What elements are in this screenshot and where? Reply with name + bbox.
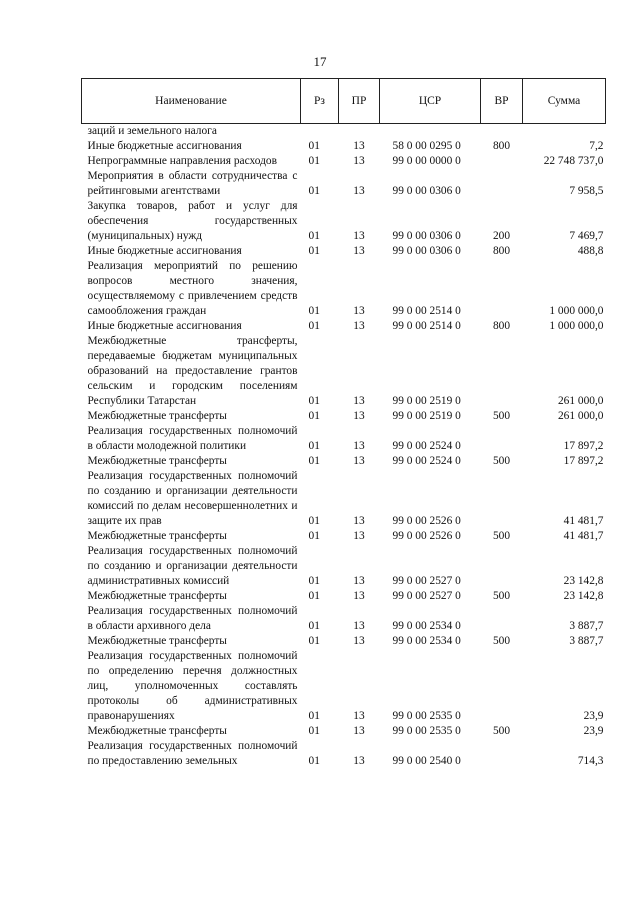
cell-pr: 13 xyxy=(353,575,365,587)
table-row xyxy=(82,739,606,769)
cell-vr: 800 xyxy=(492,320,511,332)
cell-csr: 99 0 00 2519 0 xyxy=(392,395,461,407)
cell-rz: 01 xyxy=(308,305,320,317)
cell-sum: 1 000 000,0 xyxy=(549,320,604,332)
cell-rz: 01 xyxy=(308,140,320,152)
cell-rz: 01 xyxy=(308,395,320,407)
cell-pr: 13 xyxy=(353,305,365,317)
table-row xyxy=(82,124,606,140)
cell-name: Межбюджетные трансферты xyxy=(87,725,227,737)
cell-csr xyxy=(380,124,481,140)
cell-pr: 13 xyxy=(353,590,365,602)
cell-csr: 99 0 00 2526 0 xyxy=(392,530,461,542)
cell-rz: 01 xyxy=(308,575,320,587)
table-row xyxy=(82,259,606,319)
cell-csr: 99 0 00 2534 0 xyxy=(392,635,461,647)
cell-name: заций и земельного налога xyxy=(87,125,217,137)
column-header-vr: ВР xyxy=(481,79,523,124)
cell-pr xyxy=(339,124,380,140)
column-header-name: Наименование xyxy=(82,79,301,124)
cell-pr: 13 xyxy=(353,440,365,452)
cell-pr: 13 xyxy=(353,155,365,167)
column-header-csr: ЦСР xyxy=(380,79,481,124)
cell-csr: 99 0 00 2514 0 xyxy=(392,320,461,332)
cell-name: Межбюджетные трансферты xyxy=(87,410,227,422)
cell-name: Иные бюджетные ассигнования xyxy=(87,320,242,332)
cell-vr: 500 xyxy=(492,455,511,467)
page-number: 17 xyxy=(313,54,327,69)
table-row xyxy=(82,634,606,649)
cell-vr xyxy=(481,604,523,634)
cell-name: Реализация государственных полномочий в области архивного дела xyxy=(87,605,298,632)
table-row xyxy=(82,649,606,724)
cell-vr xyxy=(481,739,523,769)
cell-vr: 500 xyxy=(492,725,511,737)
cell-sum: 41 481,7 xyxy=(563,515,604,527)
cell-rz: 01 xyxy=(308,440,320,452)
cell-csr: 99 0 00 0306 0 xyxy=(392,245,461,257)
table-row xyxy=(82,544,606,589)
cell-name: Мероприятия в области сотрудничества с рейтинговыми агентствами xyxy=(87,170,298,197)
cell-rz: 01 xyxy=(308,755,320,767)
cell-csr: 58 0 00 0295 0 xyxy=(392,140,461,152)
cell-sum: 7 958,5 xyxy=(569,185,604,197)
cell-sum: 261 000,0 xyxy=(557,395,604,407)
cell-vr xyxy=(481,424,523,454)
cell-sum xyxy=(523,124,606,140)
cell-vr xyxy=(481,469,523,529)
cell-vr xyxy=(481,544,523,589)
cell-name: Межбюджетные трансферты xyxy=(87,530,227,542)
table-row xyxy=(82,424,606,454)
column-header-sum: Сумма xyxy=(523,79,606,124)
cell-rz: 01 xyxy=(308,410,320,422)
table-row xyxy=(82,244,606,259)
cell-csr: 99 0 00 2535 0 xyxy=(392,710,461,722)
table-row xyxy=(82,724,606,739)
cell-pr: 13 xyxy=(353,410,365,422)
cell-name: Реализация государственных полномочий по созданию и организации деятельности административных комиссий xyxy=(87,545,298,587)
cell-vr xyxy=(481,154,523,169)
table-row xyxy=(82,529,606,544)
cell-pr: 13 xyxy=(353,245,365,257)
cell-vr: 500 xyxy=(492,410,511,422)
cell-name: Реализация государственных полномочий по предоставлению земельных xyxy=(87,740,298,767)
cell-pr: 13 xyxy=(353,620,365,632)
cell-sum: 488,8 xyxy=(577,245,604,257)
cell-csr: 99 0 00 2534 0 xyxy=(392,620,461,632)
cell-pr: 13 xyxy=(353,230,365,242)
table-row xyxy=(82,319,606,334)
cell-name: Реализация государственных полномочий по созданию и организации деятельности комиссий по делам несовершеннолетних и защите их прав xyxy=(87,470,298,527)
cell-rz: 01 xyxy=(308,515,320,527)
cell-name: Межбюджетные трансферты xyxy=(87,455,227,467)
column-header-rz: Рз xyxy=(301,79,339,124)
cell-rz: 01 xyxy=(308,620,320,632)
cell-sum: 23,9 xyxy=(583,710,604,722)
table-row xyxy=(82,409,606,424)
cell-csr: 99 0 00 2524 0 xyxy=(392,440,461,452)
cell-sum: 22 748 737,0 xyxy=(543,155,604,167)
cell-vr: 800 xyxy=(492,245,511,257)
cell-pr: 13 xyxy=(353,185,365,197)
cell-vr xyxy=(481,259,523,319)
cell-rz: 01 xyxy=(308,230,320,242)
cell-sum: 3 887,7 xyxy=(569,635,604,647)
cell-rz: 01 xyxy=(308,710,320,722)
cell-name: Реализация мероприятий по решению вопросов местного значения, осуществляемому с привлечением средств самообложения граждан xyxy=(87,260,298,317)
cell-sum: 23 142,8 xyxy=(563,590,604,602)
cell-sum: 17 897,2 xyxy=(563,440,604,452)
cell-vr xyxy=(481,649,523,724)
cell-sum: 7,2 xyxy=(589,140,604,152)
cell-pr: 13 xyxy=(353,515,365,527)
cell-sum: 1 000 000,0 xyxy=(549,305,604,317)
table-row xyxy=(82,604,606,634)
cell-sum: 23,9 xyxy=(583,725,604,737)
column-header-pr: ПР xyxy=(339,79,380,124)
cell-csr: 99 0 00 2527 0 xyxy=(392,590,461,602)
cell-name: Закупка товаров, работ и услуг для обеспечения государственных (муниципальных) нужд xyxy=(87,200,298,242)
table-row xyxy=(82,199,606,244)
cell-name: Межбюджетные трансферты xyxy=(87,590,227,602)
cell-name: Иные бюджетные ассигнования xyxy=(87,245,242,257)
table-header-row xyxy=(82,79,606,124)
cell-vr xyxy=(481,124,523,140)
table-row xyxy=(82,589,606,604)
cell-pr: 13 xyxy=(353,710,365,722)
cell-rz: 01 xyxy=(308,455,320,467)
cell-sum: 41 481,7 xyxy=(563,530,604,542)
cell-sum: 23 142,8 xyxy=(563,575,604,587)
cell-name: Межбюджетные трансферты xyxy=(87,635,227,647)
cell-name: Реализация государственных полномочий по определению перечня должностных лиц, уполномоченных составлять протоколы об административных правонарушениях xyxy=(87,650,298,722)
cell-csr: 99 0 00 2514 0 xyxy=(392,305,461,317)
cell-pr: 13 xyxy=(353,530,365,542)
cell-vr xyxy=(481,169,523,199)
cell-vr: 500 xyxy=(492,530,511,542)
cell-rz: 01 xyxy=(308,155,320,167)
cell-rz: 01 xyxy=(308,530,320,542)
cell-rz: 01 xyxy=(308,320,320,332)
cell-rz: 01 xyxy=(308,725,320,737)
cell-name: Межбюджетные трансферты, передаваемые бюджетам муниципальных образований на предоставление грантов сельским и городским поселениям Республики Татарстан xyxy=(87,335,298,407)
cell-name: Непрограммные направления расходов xyxy=(87,155,278,167)
cell-rz: 01 xyxy=(308,185,320,197)
cell-vr: 500 xyxy=(492,590,511,602)
cell-rz: 01 xyxy=(308,635,320,647)
cell-pr: 13 xyxy=(353,635,365,647)
cell-csr: 99 0 00 0000 0 xyxy=(392,155,461,167)
cell-pr: 13 xyxy=(353,320,365,332)
cell-name: Реализация государственных полномочий в области молодежной политики xyxy=(87,425,298,452)
cell-rz: 01 xyxy=(308,590,320,602)
cell-rz: 01 xyxy=(308,245,320,257)
cell-sum: 261 000,0 xyxy=(557,410,604,422)
cell-csr: 99 0 00 2524 0 xyxy=(392,455,461,467)
cell-csr: 99 0 00 0306 0 xyxy=(392,185,461,197)
cell-csr: 99 0 00 0306 0 xyxy=(392,230,461,242)
table-row xyxy=(82,139,606,154)
cell-pr: 13 xyxy=(353,395,365,407)
cell-vr xyxy=(481,334,523,409)
table-row xyxy=(82,334,606,409)
cell-vr: 800 xyxy=(492,140,511,152)
cell-csr: 99 0 00 2535 0 xyxy=(392,725,461,737)
cell-sum: 714,3 xyxy=(577,755,604,767)
cell-name: Иные бюджетные ассигнования xyxy=(87,140,242,152)
cell-csr: 99 0 00 2526 0 xyxy=(392,515,461,527)
table-row xyxy=(82,169,606,199)
table-row xyxy=(82,154,606,169)
cell-rz xyxy=(301,124,339,140)
cell-vr: 200 xyxy=(492,230,511,242)
cell-pr: 13 xyxy=(353,455,365,467)
cell-sum: 17 897,2 xyxy=(563,455,604,467)
cell-csr: 99 0 00 2540 0 xyxy=(392,755,461,767)
cell-pr: 13 xyxy=(353,140,365,152)
budget-table xyxy=(81,78,606,769)
cell-pr: 13 xyxy=(353,725,365,737)
cell-sum: 3 887,7 xyxy=(569,620,604,632)
table-row xyxy=(82,469,606,529)
cell-sum: 7 469,7 xyxy=(569,230,604,242)
table-row xyxy=(82,454,606,469)
cell-csr: 99 0 00 2527 0 xyxy=(392,575,461,587)
cell-pr: 13 xyxy=(353,755,365,767)
cell-vr: 500 xyxy=(492,635,511,647)
cell-csr: 99 0 00 2519 0 xyxy=(392,410,461,422)
